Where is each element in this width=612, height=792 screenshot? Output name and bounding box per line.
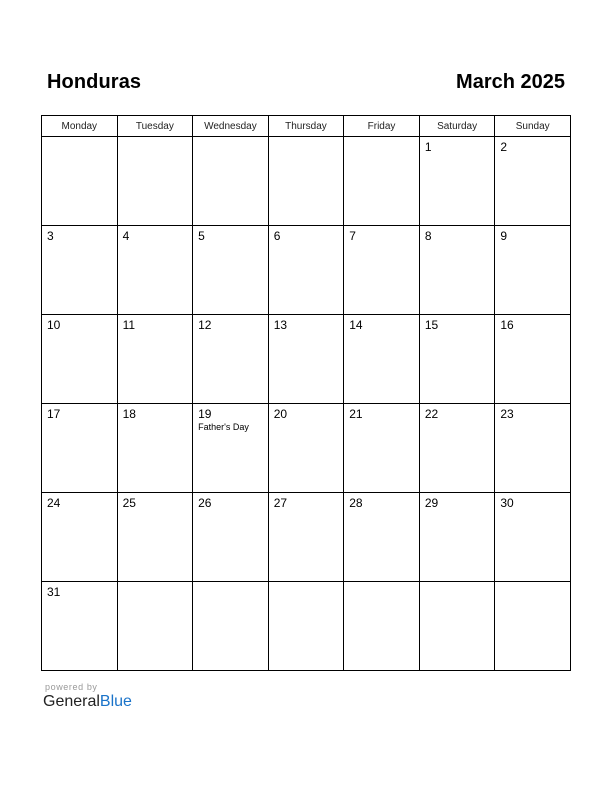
day-cell (268, 226, 344, 315)
day-cell (419, 315, 495, 404)
day-number: 29 (424, 496, 439, 510)
day-cell (117, 315, 193, 404)
empty-day-cell (193, 137, 269, 226)
day-number: 18 (122, 407, 136, 421)
day-cell (193, 226, 269, 315)
day-number: 14 (349, 318, 363, 332)
day-cell (419, 404, 495, 493)
day-number: 28 (349, 496, 363, 510)
day-number: 2 (500, 140, 508, 154)
day-number: 21 (349, 407, 363, 421)
day-number: 4 (122, 229, 130, 243)
day-number: 8 (424, 229, 432, 243)
empty-day-cell (344, 137, 420, 226)
day-number: 11 (122, 318, 136, 332)
day-cell (495, 315, 571, 404)
day-cell (42, 493, 118, 582)
weekday-wednesday: Wednesday (193, 116, 269, 137)
day-cell (268, 404, 344, 493)
week-row (42, 137, 571, 226)
day-cell (495, 404, 571, 493)
empty-day-cell (42, 137, 118, 226)
week-row (42, 226, 571, 315)
day-number: 12 (198, 318, 212, 332)
day-number: 31 (47, 585, 61, 599)
country-title: Honduras (47, 71, 142, 93)
brand-general: General (43, 693, 100, 710)
day-number: 17 (47, 407, 61, 421)
day-number: 30 (500, 496, 514, 510)
day-cell (117, 226, 193, 315)
day-number: 25 (122, 496, 136, 510)
day-cell (193, 404, 269, 493)
weekday-saturday: Saturday (419, 116, 495, 137)
day-number: 24 (47, 496, 61, 510)
day-number: 6 (273, 229, 281, 243)
empty-day-cell (117, 582, 193, 671)
weekday-header-row (42, 116, 571, 137)
day-cell (42, 226, 118, 315)
day-cell (193, 493, 269, 582)
day-number: 15 (424, 318, 439, 332)
day-cell (268, 493, 344, 582)
day-cell (419, 137, 495, 226)
day-number: 22 (424, 407, 439, 421)
day-cell (193, 315, 269, 404)
day-cell (42, 582, 118, 671)
day-number: 19 (198, 407, 212, 421)
month-title: March 2025 (456, 71, 565, 93)
empty-day-cell (193, 582, 269, 671)
day-cell (42, 315, 118, 404)
powered-by-text: powered by (45, 682, 98, 692)
holiday-label: Father's Day (198, 422, 249, 432)
footer-branding (43, 682, 132, 711)
day-cell (344, 315, 420, 404)
day-cell (495, 226, 571, 315)
day-cell (42, 404, 118, 493)
empty-day-cell (268, 137, 344, 226)
day-number: 3 (47, 229, 54, 243)
day-cell (419, 226, 495, 315)
weekday-sunday: Sunday (495, 116, 571, 137)
day-cell (495, 137, 571, 226)
day-cell (495, 493, 571, 582)
empty-day-cell (117, 137, 193, 226)
week-row (42, 404, 571, 493)
day-number: 10 (47, 318, 61, 332)
calendar-grid (41, 115, 571, 671)
brand-blue: Blue (99, 693, 132, 710)
empty-day-cell (344, 582, 420, 671)
empty-day-cell (268, 582, 344, 671)
day-cell (344, 493, 420, 582)
day-number: 5 (198, 229, 205, 243)
empty-day-cell (419, 582, 495, 671)
day-cell (117, 493, 193, 582)
day-cell (344, 226, 420, 315)
weekday-thursday: Thursday (268, 116, 344, 137)
generalblue-logo (43, 693, 132, 711)
week-row (42, 582, 571, 671)
day-number: 20 (273, 407, 288, 421)
weekday-tuesday: Tuesday (117, 116, 193, 137)
weekday-monday: Monday (42, 116, 118, 137)
week-row (42, 315, 571, 404)
week-row (42, 493, 571, 582)
day-number: 7 (349, 229, 356, 243)
day-number: 26 (198, 496, 212, 510)
day-cell (344, 404, 420, 493)
day-number: 27 (273, 496, 288, 510)
day-number: 13 (273, 318, 288, 332)
day-number: 1 (424, 140, 432, 154)
day-cell (268, 315, 344, 404)
day-cell (117, 404, 193, 493)
day-number: 16 (500, 318, 514, 332)
day-cell (419, 493, 495, 582)
day-number: 9 (500, 229, 508, 243)
weekday-friday: Friday (344, 116, 420, 137)
day-number: 23 (500, 407, 514, 421)
empty-day-cell (495, 582, 571, 671)
